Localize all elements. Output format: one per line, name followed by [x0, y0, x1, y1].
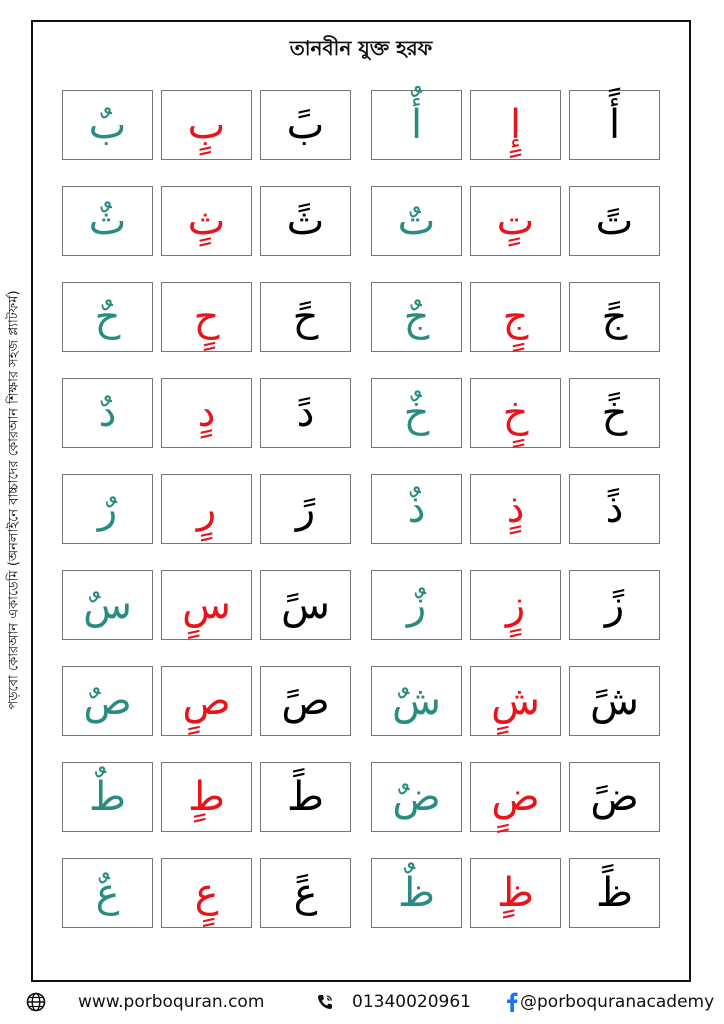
- letter-card: [161, 282, 252, 352]
- letter-card: [470, 474, 561, 544]
- arabic-letter: ضً: [590, 774, 639, 820]
- letter-card: [470, 570, 561, 640]
- facebook-text: @porboquranacademy: [520, 992, 715, 1012]
- letter-row: [62, 666, 662, 762]
- letter-card: [161, 90, 252, 160]
- letter-card: [569, 474, 660, 544]
- arabic-letter: رٍ: [196, 486, 217, 532]
- letter-card: [161, 186, 252, 256]
- arabic-letter: صٌ: [83, 678, 132, 724]
- arabic-letter: حً: [292, 294, 319, 340]
- letter-card: [371, 90, 462, 160]
- arabic-letter: دً: [296, 390, 315, 436]
- arabic-letter: شٌ: [392, 678, 441, 724]
- letter-row: [62, 282, 662, 378]
- phone-icon: [316, 993, 334, 1011]
- arabic-letter: إٍ: [509, 102, 522, 148]
- letter-card: [569, 186, 660, 256]
- letter-card: [371, 666, 462, 736]
- arabic-letter: خٍ: [502, 390, 529, 436]
- arabic-letter: أً: [608, 102, 621, 148]
- arabic-letter: ظٌ: [398, 870, 435, 916]
- arabic-letter: ضٍ: [491, 774, 540, 820]
- letter-card: [62, 282, 153, 352]
- arabic-letter: ضٌ: [392, 774, 441, 820]
- arabic-letter: جٍ: [502, 294, 529, 340]
- arabic-letter: ذٍ: [506, 486, 525, 532]
- letter-card: [371, 570, 462, 640]
- letter-card: [260, 570, 351, 640]
- letter-card: [371, 474, 462, 544]
- facebook-icon: [506, 992, 518, 1012]
- arabic-letter: بٌ: [88, 102, 127, 148]
- footer-phone[interactable]: [316, 992, 471, 1012]
- arabic-letter: ثٌ: [88, 198, 127, 244]
- arabic-letter: ثً: [286, 198, 325, 244]
- letter-card: [260, 90, 351, 160]
- arabic-letter: أٌ: [410, 102, 423, 148]
- letter-card: [161, 666, 252, 736]
- arabic-letter: طٌ: [89, 774, 126, 820]
- arabic-letter: حٌ: [94, 294, 121, 340]
- letter-card: [62, 762, 153, 832]
- arabic-letter: تٌ: [397, 198, 436, 244]
- letter-row: [62, 378, 662, 474]
- arabic-letter: زً: [604, 582, 625, 628]
- arabic-letter: خٌ: [403, 390, 430, 436]
- arabic-letter: خً: [601, 390, 628, 436]
- letter-card: [260, 762, 351, 832]
- letter-card: [569, 90, 660, 160]
- arabic-letter: رً: [295, 486, 316, 532]
- letter-card: [62, 90, 153, 160]
- letter-card: [470, 858, 561, 928]
- letter-card: [161, 378, 252, 448]
- letter-card: [371, 282, 462, 352]
- footer: [0, 990, 724, 1018]
- letter-row: [62, 858, 662, 954]
- letter-card: [470, 90, 561, 160]
- letter-card: [371, 186, 462, 256]
- arabic-letter: حٍ: [193, 294, 220, 340]
- arabic-letter: ثٍ: [187, 198, 226, 244]
- arabic-letter: زٍ: [505, 582, 526, 628]
- arabic-letter: رٌ: [97, 486, 118, 532]
- letter-card: [371, 378, 462, 448]
- letter-card: [161, 474, 252, 544]
- arabic-letter: صٍ: [182, 678, 231, 724]
- arabic-letter: صً: [281, 678, 330, 724]
- letter-card: [161, 762, 252, 832]
- letter-card: [569, 762, 660, 832]
- letter-card: [470, 762, 561, 832]
- letter-row: [62, 762, 662, 858]
- arabic-letter: سٌ: [83, 582, 132, 628]
- letter-card: [371, 858, 462, 928]
- letter-card: [62, 186, 153, 256]
- letter-card: [260, 858, 351, 928]
- arabic-letter: تٍ: [496, 198, 535, 244]
- website-text: www.porboquran.com: [78, 992, 265, 1012]
- footer-website[interactable]: [26, 992, 264, 1012]
- arabic-letter: شٍ: [491, 678, 540, 724]
- letter-grid: [62, 90, 662, 954]
- arabic-letter: ظً: [596, 870, 633, 916]
- letter-card: [569, 570, 660, 640]
- arabic-letter: طً: [287, 774, 324, 820]
- letter-card: [470, 666, 561, 736]
- arabic-letter: طٍ: [188, 774, 225, 820]
- letter-card: [62, 666, 153, 736]
- arabic-letter: جً: [601, 294, 628, 340]
- arabic-letter: زٌ: [406, 582, 427, 628]
- letter-row: [62, 474, 662, 570]
- arabic-letter: بٍ: [187, 102, 226, 148]
- letter-card: [470, 378, 561, 448]
- arabic-letter: بً: [286, 102, 325, 148]
- arabic-letter: تً: [595, 198, 634, 244]
- letter-row: [62, 570, 662, 666]
- letter-card: [260, 666, 351, 736]
- letter-card: [62, 474, 153, 544]
- letter-card: [470, 282, 561, 352]
- globe-icon: [26, 992, 46, 1012]
- letter-row: [62, 90, 662, 186]
- arabic-letter: ذٌ: [407, 486, 426, 532]
- arabic-letter: دٍ: [197, 390, 216, 436]
- letter-card: [260, 474, 351, 544]
- letter-card: [569, 666, 660, 736]
- side-caption-text: পড়বো কোরআন একাডেমি (অনলাইনে বাচ্চাদের কোরআন শিক্ষার সহজ প্ল্যাটফর্ম): [6, 290, 22, 710]
- letter-card: [260, 378, 351, 448]
- letter-card: [260, 282, 351, 352]
- page-title: তানবীন যুক্ত হরফ: [289, 36, 433, 60]
- arabic-letter: جٌ: [403, 294, 430, 340]
- letter-card: [569, 282, 660, 352]
- phone-text: 01340020961: [352, 992, 471, 1012]
- arabic-letter: ذً: [605, 486, 624, 532]
- arabic-letter: سٍ: [182, 582, 231, 628]
- letter-card: [62, 378, 153, 448]
- arabic-letter: شً: [590, 678, 639, 724]
- arabic-letter: عٍ: [194, 870, 219, 916]
- arabic-letter: دٌ: [98, 390, 117, 436]
- letter-card: [470, 186, 561, 256]
- arabic-letter: عً: [293, 870, 318, 916]
- letter-card: [62, 858, 153, 928]
- letter-row: [62, 186, 662, 282]
- arabic-letter: ظٍ: [497, 870, 534, 916]
- letter-card: [161, 858, 252, 928]
- arabic-letter: عٌ: [95, 870, 120, 916]
- letter-card: [260, 186, 351, 256]
- letter-card: [161, 570, 252, 640]
- arabic-letter: سً: [281, 582, 330, 628]
- letter-card: [569, 858, 660, 928]
- footer-facebook[interactable]: [506, 992, 714, 1012]
- letter-card: [371, 762, 462, 832]
- letter-card: [62, 570, 153, 640]
- letter-card: [569, 378, 660, 448]
